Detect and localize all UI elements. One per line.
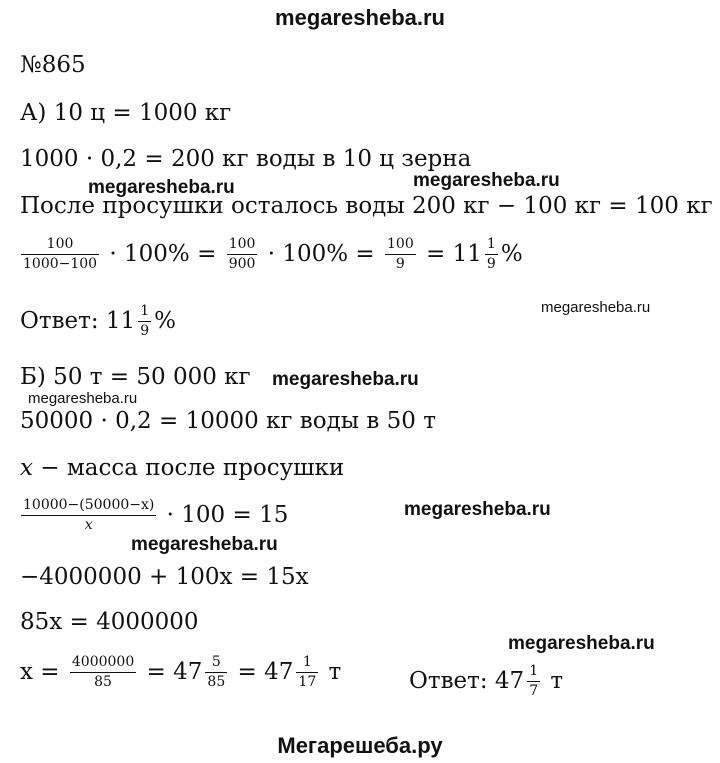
fraction: $\frac{4000000}{85}$ <box>71 654 135 691</box>
watermark: megaresheba.ru <box>88 177 235 198</box>
part-b-line5: −4000000 + 100x = 15x <box>20 564 309 590</box>
part-b-equation2: x = $\frac{4000000}{85}$ = 47 $\frac{5}{85}$ = 47 $\frac{1}{17}$ т <box>20 654 342 691</box>
part-a-equation: $\frac{100}{1000-100}$ · 100% = $\frac{100}{900}$ · 100% = $\frac{100}{9}$ = 11 $\frac{1}{9}$ % <box>23 236 523 273</box>
part-b-line2: 50000 · 0,2 = 10000 кг воды в 50 т <box>20 408 436 434</box>
part-b-answer: Ответ: 47 $\frac{1}{7}$ т <box>409 663 564 700</box>
watermark: megaresheba.ru <box>404 499 551 520</box>
fraction: $\frac{1}{7}$ <box>529 663 539 700</box>
fraction: $\frac{100}{900}$ <box>228 236 256 273</box>
watermark: megaresheba.ru <box>541 299 651 316</box>
fraction: $\frac{100}{9}$ <box>387 236 414 273</box>
watermark: megaresheba.ru <box>131 534 278 555</box>
footer-site-title: Мегарешеба.ру <box>277 733 443 758</box>
part-b-equation1: $\frac{10000-(50000-x)}{x}$ · 100 = 15 <box>23 497 289 534</box>
fraction: $\frac{5}{85}$ <box>207 654 226 691</box>
part-b-line3: x − масса после просушки <box>20 455 345 481</box>
watermark: megaresheba.ru <box>272 369 419 390</box>
part-a-line2: 1000 · 0,2 = 200 кг воды в 10 ц зерна <box>20 146 472 172</box>
fraction: $\frac{10000-(50000-x)}{x}$ <box>23 497 155 534</box>
watermark: megaresheba.ru <box>508 633 655 654</box>
fraction: $\frac{1}{17}$ <box>298 654 317 691</box>
fraction: $\frac{1}{9}$ <box>140 303 150 340</box>
part-a-line1: А) 10 ц = 1000 кг <box>20 100 232 126</box>
part-b-line1: Б) 50 т = 50 000 кг <box>20 364 251 390</box>
part-b-line6: 85x = 4000000 <box>20 609 199 635</box>
header-site-title: megaresheba.ru <box>275 5 445 30</box>
watermark: megaresheba.ru <box>28 390 138 407</box>
part-a-line3: После просушки осталось воды 200 кг − 100 кг = 100 кг <box>20 193 713 219</box>
part-a-answer: Ответ: 11 $\frac{1}{9}$ % <box>20 303 176 340</box>
fraction: $\frac{1}{9}$ <box>486 236 496 273</box>
watermark: megaresheba.ru <box>413 170 560 191</box>
task-number: №865 <box>20 52 86 78</box>
fraction: $\frac{100}{1000-100}$ <box>23 236 98 273</box>
